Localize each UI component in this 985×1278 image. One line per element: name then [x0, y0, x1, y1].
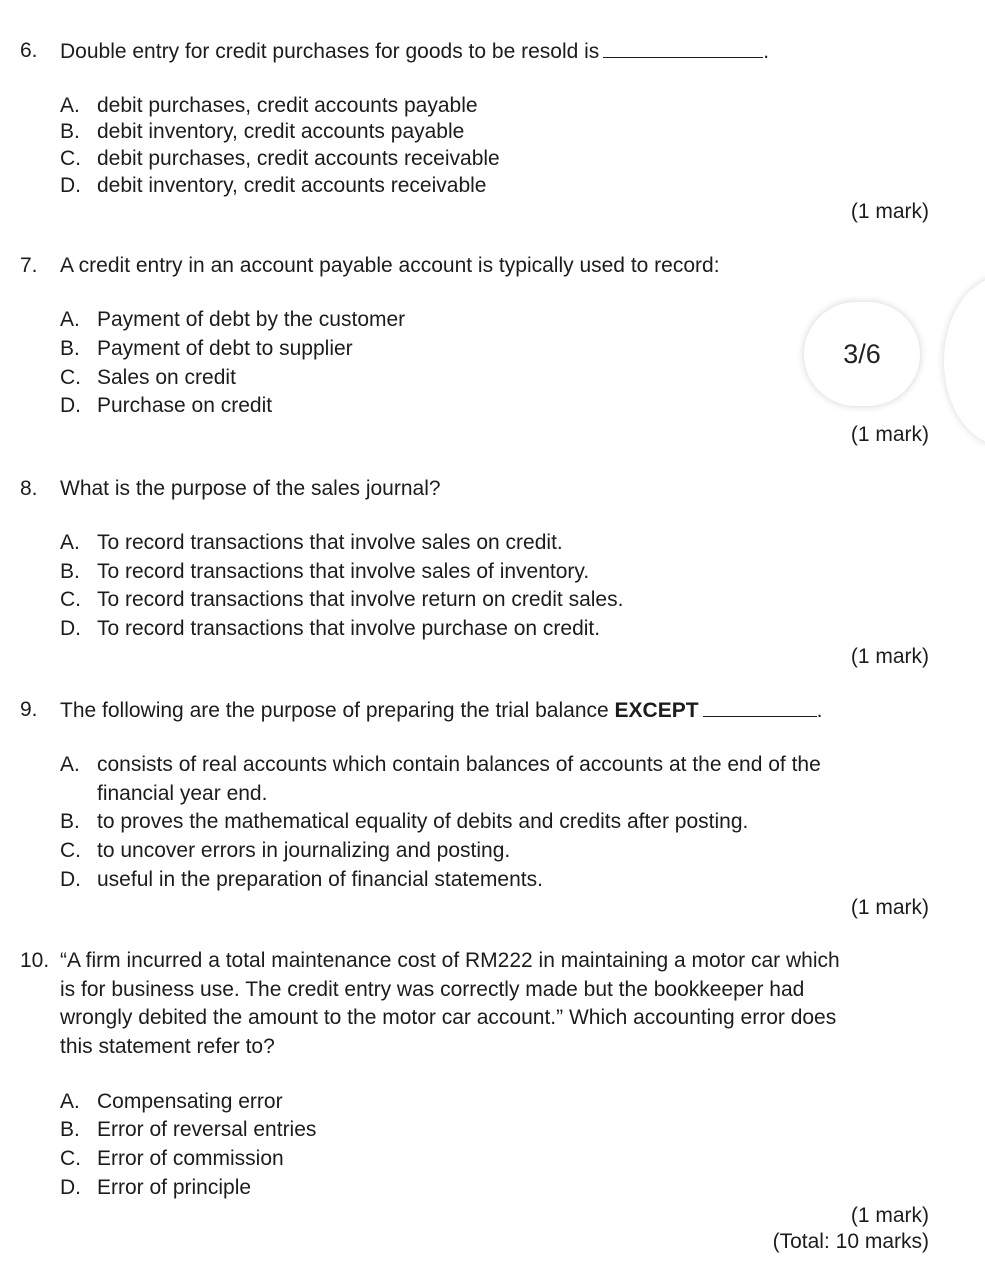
option-letter: D.	[60, 617, 81, 640]
question-text: A credit entry in an account payable account is typically used to record:	[60, 254, 720, 277]
option-letter: B.	[60, 560, 80, 583]
option-text: Sales on credit	[97, 366, 236, 389]
question-stem: Double entry for credit purchases for goods to be resold is	[60, 40, 600, 63]
option-text: To record transactions that involve sales of inventory.	[97, 560, 590, 583]
mark-label: (1 mark)	[850, 896, 929, 919]
answer-blank	[703, 697, 817, 717]
option-letter: B.	[60, 120, 80, 143]
question-suffix: .	[763, 40, 770, 63]
mark-label: (1 mark)	[850, 1204, 929, 1227]
option-text: to proves the mathematical equality of debits and credits after posting.	[97, 810, 749, 833]
question-number: 6.	[20, 39, 38, 62]
option-text: debit purchases, credit accounts payable	[97, 94, 478, 117]
option-text: Payment of debt by the customer	[97, 308, 406, 331]
option-text: To record transactions that involve sales on credit.	[97, 531, 563, 554]
option-letter: A.	[60, 531, 80, 554]
option-letter: A.	[60, 94, 80, 117]
option-text-line-1: consists of real accounts which contain balances of accounts at the end of the	[97, 753, 821, 776]
option-letter: A.	[60, 753, 80, 776]
question-emphasis: EXCEPT	[614, 699, 699, 722]
option-letter: D.	[60, 1176, 81, 1199]
option-text: useful in the preparation of financial statements.	[97, 868, 543, 891]
option-letter: C.	[60, 147, 81, 170]
option-text: to uncover errors in journalizing and posting.	[97, 839, 511, 862]
question-text-line-1: “A firm incurred a total maintenance cost of RM222 in maintaining a motor car which	[60, 949, 840, 972]
question-text	[60, 38, 769, 64]
option-text: debit inventory, credit accounts receivable	[97, 174, 487, 197]
option-text: debit purchases, credit accounts receivable	[97, 147, 500, 170]
option-text: Compensating error	[97, 1090, 283, 1113]
scroll-handle[interactable]	[944, 276, 985, 446]
option-letter: C.	[60, 366, 81, 389]
option-text: Error of principle	[97, 1176, 252, 1199]
option-letter: B.	[60, 810, 80, 833]
option-text: Purchase on credit	[97, 394, 273, 417]
option-letter: A.	[60, 308, 80, 331]
mark-label: (1 mark)	[850, 423, 929, 446]
question-number: 10.	[20, 949, 50, 972]
mark-label: (1 mark)	[850, 645, 929, 668]
option-letter: D.	[60, 868, 81, 891]
option-letter: A.	[60, 1090, 80, 1113]
option-letter: C.	[60, 1147, 81, 1170]
option-letter: C.	[60, 588, 81, 611]
option-letter: B.	[60, 337, 80, 360]
option-letter: B.	[60, 1118, 80, 1141]
option-text: Error of commission	[97, 1147, 284, 1170]
option-letter: D.	[60, 394, 81, 417]
option-text: To record transactions that involve purchase on credit.	[97, 617, 601, 640]
total-marks: (Total: 10 marks)	[772, 1230, 929, 1253]
question-stem: The following are the purpose of preparing the trial balance	[60, 699, 609, 722]
option-text: To record transactions that involve return on credit sales.	[97, 588, 624, 611]
page-indicator[interactable]	[804, 302, 920, 406]
option-text: Payment of debt to supplier	[97, 337, 353, 360]
option-text: debit inventory, credit accounts payable	[97, 120, 465, 143]
question-text-line-2: is for business use. The credit entry was correctly made but the bookkeeper had	[60, 978, 805, 1001]
option-text: Error of reversal entries	[97, 1118, 317, 1141]
question-text-line-4: this statement refer to?	[60, 1035, 275, 1058]
question-number: 8.	[20, 477, 38, 500]
option-letter: D.	[60, 174, 81, 197]
page-indicator-label: 3/6	[843, 338, 881, 369]
option-letter: C.	[60, 839, 81, 862]
question-suffix: .	[816, 699, 823, 722]
question-text-line-3: wrongly debited the amount to the motor car account.” Which accounting error does	[60, 1006, 837, 1029]
mark-label: (1 mark)	[850, 200, 929, 223]
question-number: 9.	[20, 698, 38, 721]
question-number: 7.	[20, 254, 38, 277]
answer-blank	[603, 38, 763, 58]
question-text: What is the purpose of the sales journal?	[60, 477, 441, 500]
question-text	[60, 697, 822, 723]
option-text-line-2: financial year end.	[97, 782, 268, 805]
